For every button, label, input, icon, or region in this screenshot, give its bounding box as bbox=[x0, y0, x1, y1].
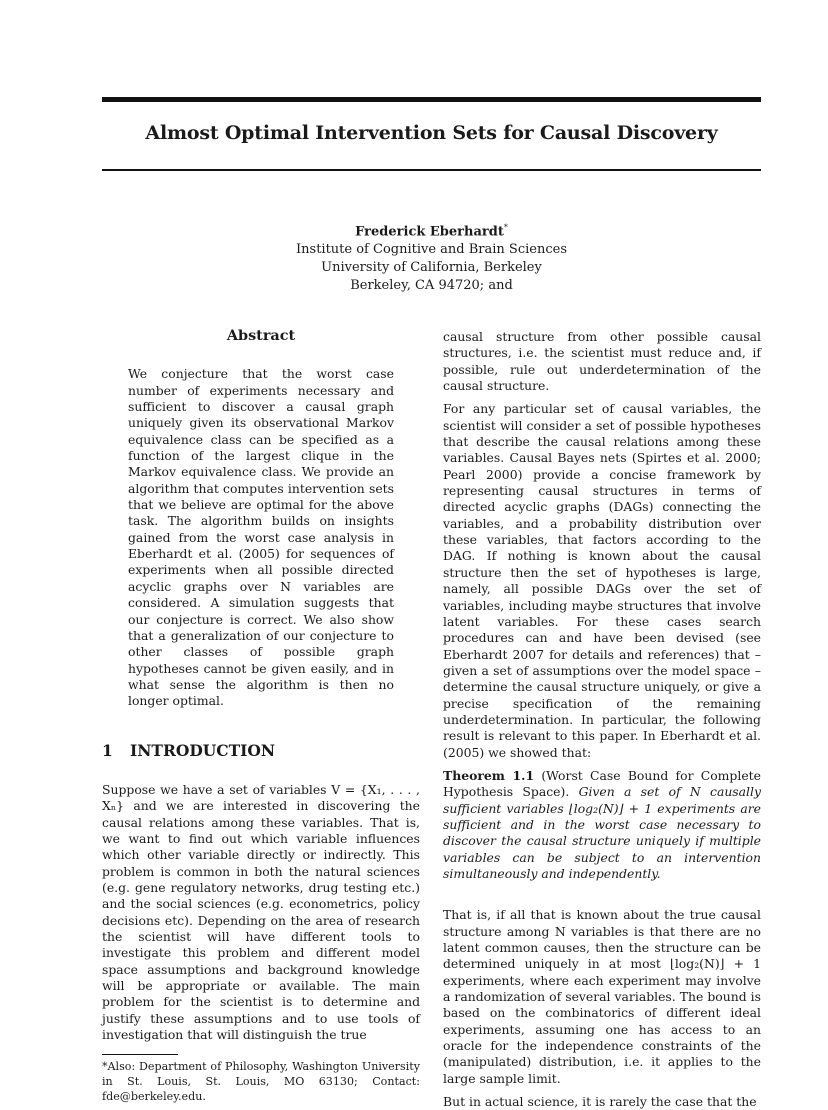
theorem-title: (Worst Case Bound for Complete Hypothesis Space). bbox=[443, 767, 761, 800]
theorem bbox=[443, 768, 761, 882]
theorem-label: Theorem 1.1 bbox=[443, 767, 535, 783]
author-name: Frederick Eberhardt bbox=[355, 224, 504, 240]
abstract-text: We conjecture that the worst case number of experiments necessary and sufficient to discover a causal graph uniquely given its observational Markov equivalence class can be specified as a function of the largest clique in the Markov equivalence class. We provide an algorithm that computes intervention sets that we believe are optimal for the above task. The algorithm builds on insights gained from the worst case analysis in Eberhardt et al. (2005) for sequences of experiments when all possible directed acyclic graphs over N variables are considered. A simulation suggests that our conjecture is correct. We also show that a generalization of our conjecture to other classes of possible graph hypotheses cannot be given easily, and in what sense the algorithm is then no longer optimal. bbox=[128, 366, 394, 709]
affiliation-line: Berkeley, CA 94720; and bbox=[350, 278, 513, 294]
right-column bbox=[443, 329, 761, 1110]
footnote: *Also: Department of Philosophy, Washington University in St. Louis, St. Louis, MO 63130; Contact: fde@berkeley.edu. bbox=[102, 1060, 420, 1104]
author-name-line bbox=[102, 219, 761, 241]
intro-paragraph: Suppose we have a set of variables V = {X₁, . . . , Xₙ} and we are interested in discovering the causal relations among these variables. That is, we want to find out which variable influences which other variable directly or indirectly. This problem is common in both the natural sciences (e.g. gene regulatory networks, drug testing etc.) and the social sciences (e.g. econometrics, policy decisions etc). Depending on the area of research the scientist will have different tools to investigate this problem and different model space assumptions and background knowledge will be appropriate or available. The main problem for the scientist is to determine and justify these assumptions and to use tools of investigation that will distinguish the true bbox=[102, 781, 420, 1043]
paragraph: That is, if all that is known about the true causal structure among N variables is that there are no latent common causes, then the structure can be determined uniquely in at most ⌊log₂(N)⌋ + 1 experiments, where each experiment may involve a randomization of several variables. The bound is based on the combinatorics of different ideal experiments, assuming one has access to an oracle for the independence constraints of the (manipulated) distribution, i.e. it applies to the large sample limit. bbox=[443, 907, 761, 1086]
left-column bbox=[102, 328, 420, 1104]
paragraph: But in actual science, it is rarely the case that the bbox=[443, 1094, 757, 1110]
affiliation-line: University of California, Berkeley bbox=[321, 260, 542, 276]
section-number: 1 bbox=[102, 740, 113, 760]
title-bottom-rule bbox=[102, 169, 761, 171]
affiliation-line: Institute of Cognitive and Brain Sciences bbox=[296, 242, 567, 258]
section-title: INTRODUCTION bbox=[130, 740, 276, 760]
author-footnote-mark: * bbox=[503, 223, 508, 232]
paragraph: For any particular set of causal variables, the scientist will consider a set of possible hypotheses that describe the causal relations among these variables. Causal Bayes nets (Spirtes et al. 2000; Pearl 2000) provide a concise framework by representing causal structures in terms of directed acyclic graphs (DAGs) connecting the variables, and a probability distribution over these variables, that factors according to the DAG. If nothing is known about the causal structure then the set of hypotheses is large, namely, all possible DAGs over the set of variables, including maybe structures that involve latent variables. For these cases search procedures can and have been devised (see Eberhardt 2007 for details and references) that – given a set of assumptions over the model space – determine the causal structure uniquely, or give a precise specification of the remaining underdetermination. In particular, the following result is relevant to this paper. In Eberhardt et al. (2005) we showed that: bbox=[443, 401, 761, 760]
abstract-heading: Abstract bbox=[226, 327, 296, 344]
title-top-rule bbox=[102, 97, 761, 102]
theorem-body: Given a set of N causally sufficient variables ⌊log₂(N)⌋ + 1 experiments are sufficient and in the worst case necessary to discover the causal structure uniquely if multiple variables can be subject to an intervention simultaneously and independently. bbox=[443, 784, 761, 881]
paper-title: Almost Optimal Intervention Sets for Causal Discovery bbox=[145, 122, 718, 144]
footnote-rule bbox=[102, 1054, 178, 1055]
author-block bbox=[102, 219, 761, 295]
paragraph: causal structure from other possible causal structures, i.e. the scientist must reduce and, if possible, rule out underdetermination of the causal structure. bbox=[443, 329, 761, 394]
section-heading bbox=[102, 740, 420, 760]
